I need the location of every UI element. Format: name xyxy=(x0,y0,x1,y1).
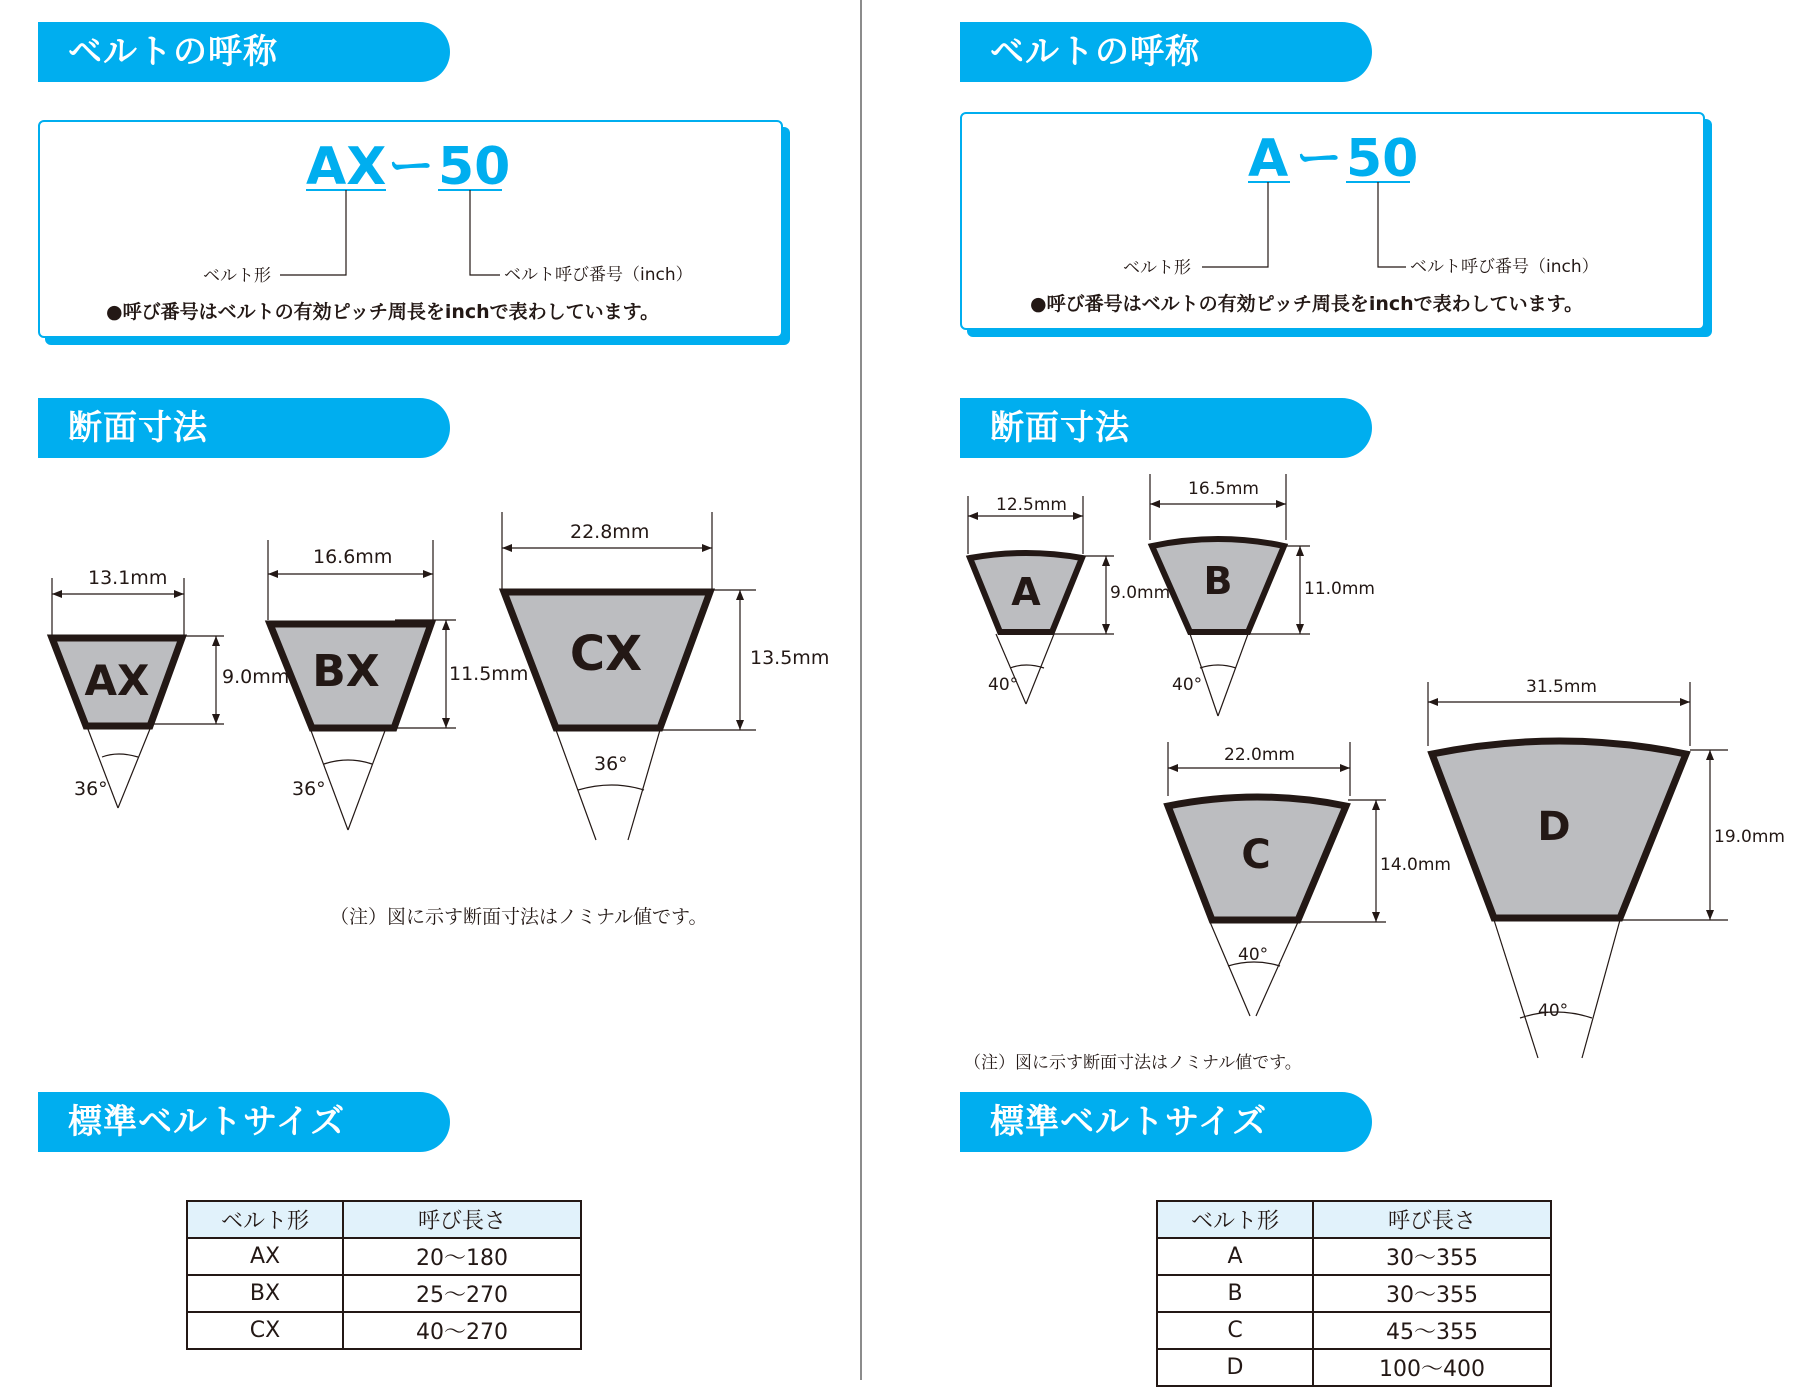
dim-height-b: 11.0mm xyxy=(1304,579,1375,599)
belt-label-ax: AX xyxy=(84,656,150,705)
designation-note-right: ●呼び番号はベルトの有効ピッチ周長をinchで表わしています。 xyxy=(1030,293,1584,315)
belt-label-a: A xyxy=(1011,570,1041,614)
belt-label-b: B xyxy=(1203,559,1233,603)
table-header-length: 呼び長さ xyxy=(343,1201,581,1238)
size-table-right xyxy=(1156,1200,1552,1387)
table-row xyxy=(1157,1312,1551,1349)
dim-width-a: 12.5mm xyxy=(996,495,1067,515)
dim-angle-c: 40° xyxy=(1238,945,1269,965)
label-belt-type-right: ベルト形 xyxy=(1123,258,1191,278)
code-dash-right: ー xyxy=(1296,131,1342,185)
dim-height-cx: 13.5mm xyxy=(750,647,830,669)
dim-angle-bx: 36° xyxy=(292,778,326,800)
table-header-length: 呼び長さ xyxy=(1313,1201,1551,1238)
heading-cross-section-left: 断面寸法 xyxy=(38,398,450,458)
cell-type: CX xyxy=(187,1312,343,1349)
code-number-left: 50 xyxy=(438,137,511,197)
code-dash-left: ー xyxy=(388,139,434,193)
label-belt-number-left: ベルト呼び番号（inch） xyxy=(504,265,693,285)
dim-height-d: 19.0mm xyxy=(1714,827,1785,847)
cell-type: C xyxy=(1157,1312,1313,1349)
label-belt-number-right: ベルト呼び番号（inch） xyxy=(1410,257,1599,277)
code-type-left: AX xyxy=(306,137,387,197)
cell-type: A xyxy=(1157,1238,1313,1275)
dim-width-b: 16.5mm xyxy=(1188,479,1259,499)
label-belt-type-left: ベルト形 xyxy=(203,266,271,286)
cell-length: 20〜180 xyxy=(343,1238,581,1275)
cell-length: 40〜270 xyxy=(343,1312,581,1349)
table-row xyxy=(1157,1349,1551,1386)
cell-length: 100〜400 xyxy=(1313,1349,1551,1386)
heading-standard-sizes-left: 標準ベルトサイズ xyxy=(38,1092,450,1152)
dim-height-a: 9.0mm xyxy=(1110,583,1171,603)
dim-height-c: 14.0mm xyxy=(1380,855,1451,875)
dim-width-ax: 13.1mm xyxy=(88,567,168,589)
belt-label-c: C xyxy=(1241,832,1271,878)
cell-type: B xyxy=(1157,1275,1313,1312)
belt-label-bx: BX xyxy=(312,646,380,697)
code-number-right: 50 xyxy=(1346,129,1419,189)
dim-width-d: 31.5mm xyxy=(1526,677,1597,697)
belt-label-cx: CX xyxy=(569,626,643,682)
cell-type: AX xyxy=(187,1238,343,1275)
table-row xyxy=(187,1312,581,1349)
table-row xyxy=(187,1238,581,1275)
dim-height-bx: 11.5mm xyxy=(449,663,529,685)
table-row xyxy=(1157,1275,1551,1312)
heading-belt-designation-right: ベルトの呼称 xyxy=(960,22,1372,82)
dim-angle-b: 40° xyxy=(1172,675,1203,695)
dim-height-ax: 9.0mm xyxy=(222,666,290,688)
dim-angle-a: 40° xyxy=(988,675,1019,695)
heading-standard-sizes-right: 標準ベルトサイズ xyxy=(960,1092,1372,1152)
dim-width-bx: 16.6mm xyxy=(313,546,393,568)
table-row xyxy=(187,1275,581,1312)
table-header-row xyxy=(1157,1201,1551,1238)
cell-length: 45〜355 xyxy=(1313,1312,1551,1349)
dim-angle-ax: 36° xyxy=(74,778,108,800)
dim-width-c: 22.0mm xyxy=(1224,745,1295,765)
dim-width-cx: 22.8mm xyxy=(570,521,650,543)
heading-cross-section-right: 断面寸法 xyxy=(960,398,1372,458)
section-note-left: （注）図に示す断面寸法はノミナル値です。 xyxy=(330,906,708,928)
cell-type: BX xyxy=(187,1275,343,1312)
cell-length: 30〜355 xyxy=(1313,1275,1551,1312)
table-header-type: ベルト形 xyxy=(187,1201,343,1238)
dim-angle-cx: 36° xyxy=(594,753,628,775)
cell-length: 25〜270 xyxy=(343,1275,581,1312)
section-note-right: （注）図に示す断面寸法はノミナル値です。 xyxy=(964,1053,1302,1073)
belt-label-d: D xyxy=(1537,804,1571,850)
table-header-type: ベルト形 xyxy=(1157,1201,1313,1238)
cell-type: D xyxy=(1157,1349,1313,1386)
cell-length: 30〜355 xyxy=(1313,1238,1551,1275)
dim-angle-d: 40° xyxy=(1538,1001,1569,1021)
size-table-left xyxy=(186,1200,582,1350)
heading-belt-designation-left: ベルトの呼称 xyxy=(38,22,450,82)
table-header-row xyxy=(187,1201,581,1238)
code-type-right: A xyxy=(1248,129,1289,189)
designation-note-left: ●呼び番号はベルトの有効ピッチ周長をinchで表わしています。 xyxy=(106,301,660,323)
table-row xyxy=(1157,1238,1551,1275)
